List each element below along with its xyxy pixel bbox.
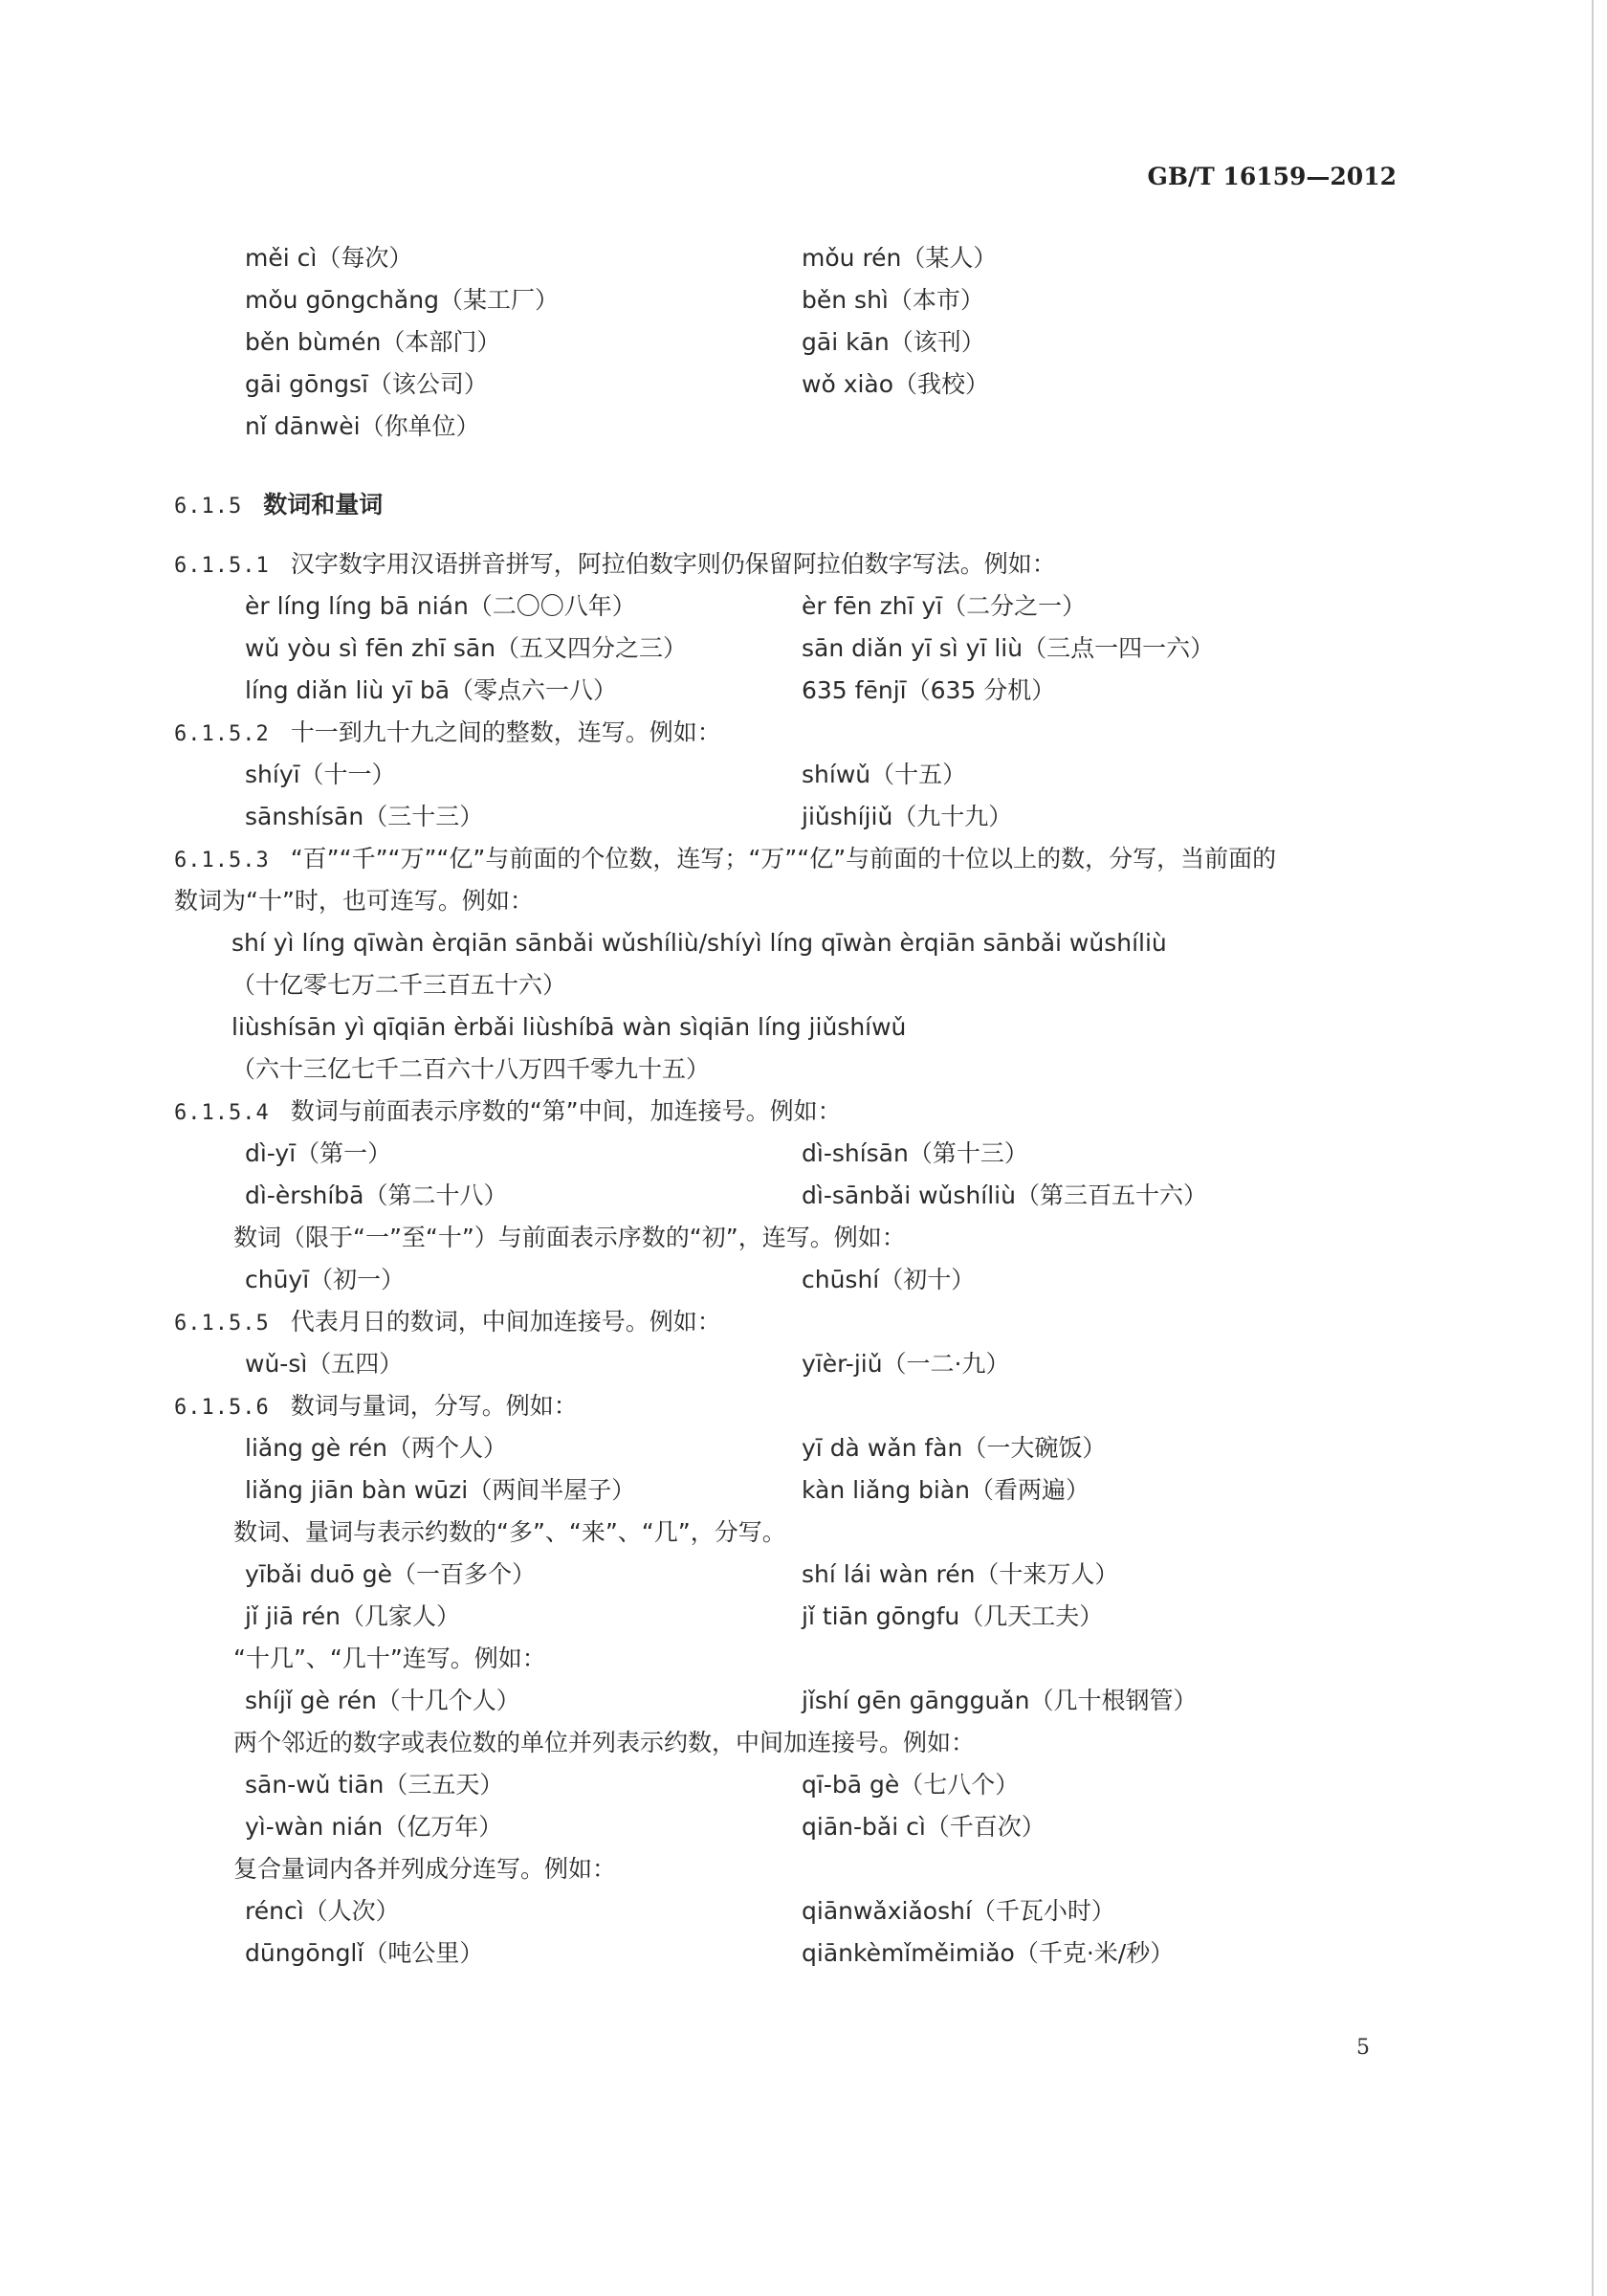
clause-note: 复合量词内各并列成分连写。例如： <box>233 1855 617 1883</box>
example-row: sān-wǔ tiān（三五天） qī-bā gè（七八个） <box>245 1771 1020 1799</box>
example-row: wǔ-sì（五四） yīèr-jiǔ（一二·九） <box>245 1350 1010 1378</box>
example-row: shíyī（十一） shíwǔ（十五） <box>245 761 967 788</box>
example-row: měi cì（每次） mǒu rén（某人） <box>245 244 998 272</box>
example-row: nǐ dānwèi（你单位） <box>245 412 480 440</box>
example-row: yì-wàn nián（亿万年） qiān-bǎi cì（千百次） <box>245 1813 1046 1841</box>
clause-note: 数词（限于“一”至“十”）与前面表示序数的“初”，连写。例如： <box>233 1224 906 1251</box>
example-line: shí yì líng qīwàn èrqiān sānbǎi wǔshíliù/shíyì líng qīwàn èrqiān sānbǎi wǔshíliù <box>231 929 1167 957</box>
example-line: （十亿零七万二千三百五十六） <box>231 971 567 999</box>
clause-6-1-5-5: 6.1.5.5 代表月日的数词，中间加连接号。例如： <box>174 1308 721 1336</box>
example-row: běn bùmén（本部门） gāi kān（该刊） <box>245 328 985 356</box>
standard-number: GB/T 16159—2012 <box>1147 163 1397 190</box>
clause-note: 两个邻近的数字或表位数的单位并列表示约数，中间加连接号。例如： <box>233 1729 976 1756</box>
example-row: gāi gōngsī（该公司） wǒ xiào（我校） <box>245 370 990 398</box>
example-row: yībǎi duō gè（一百多个） shí lái wàn rén（十来万人） <box>245 1560 1119 1588</box>
example-row: dūngōnglǐ（吨公里） qiānkèmǐměimiǎo（千克·米/秒） <box>245 1939 1175 1967</box>
example-row: liǎng jiān bàn wūzi（两间半屋子） kàn liǎng biàn（看两遍） <box>245 1476 1090 1504</box>
example-row: dì-èrshíbā（第二十八） dì-sānbǎi wǔshíliù（第三百五十六） <box>245 1181 1207 1209</box>
clause-6-1-5-4: 6.1.5.4 数词与前面表示序数的“第”中间，加连接号。例如： <box>174 1097 842 1125</box>
section-heading-6-1-5: 6.1.5 数词和量词 <box>174 491 384 519</box>
example-row: mǒu gōngchǎng（某工厂） běn shì（本市） <box>245 286 984 314</box>
example-row: sānshísān（三十三） jiǔshíjiǔ（九十九） <box>245 803 1013 830</box>
example-row: liǎng gè rén（两个人） yī dà wǎn fàn（一大碗饭） <box>245 1434 1107 1462</box>
example-line: （六十三亿七千二百六十八万四千零九十五） <box>231 1055 711 1083</box>
example-row: dì-yī（第一） dì-shísān（第十三） <box>245 1139 1028 1167</box>
page-content <box>174 237 1408 1975</box>
example-row: shíjǐ gè rén（十几个人） jǐshí gēn gāngguǎn（几十根钢管） <box>245 1687 1198 1714</box>
clause-6-1-5-2: 6.1.5.2 十一到九十九之间的整数，连写。例如： <box>174 718 721 746</box>
example-line: liùshísān yì qīqiān èrbǎi liùshíbā wàn sìqiān líng jiǔshíwǔ <box>231 1013 907 1041</box>
example-row: líng diǎn liù yī bā（零点六一八） 635 fēnjī（635 分机） <box>245 676 1056 704</box>
clause-6-1-5-3: 6.1.5.3 “百”“千”“万”“亿”与前面的个位数，连写；“万”“亿”与前面的十位以上的数，分写，当前面的 <box>174 845 1277 872</box>
example-row: jǐ jiā rén（几家人） jǐ tiān gōngfu（几天工夫） <box>245 1602 1104 1630</box>
page-edge <box>1592 0 1594 2296</box>
example-row: chūyī（初一） chūshí（初十） <box>245 1266 976 1293</box>
clause-6-1-5-1: 6.1.5.1 汉字数字用汉语拼音拼写，阿拉伯数字则仍保留阿拉伯数字写法。例如： <box>174 550 1056 578</box>
clause-6-1-5-6: 6.1.5.6 数词与量词，分写。例如： <box>174 1392 578 1420</box>
example-row: wǔ yòu sì fēn zhī sān（五又四分之三） sān diǎn yī sì yī liù（三点一四一六） <box>245 634 1215 662</box>
clause-note: “十几”、“几十”连写。例如： <box>233 1645 546 1672</box>
example-row: réncì（人次） qiānwǎxiǎoshí（千瓦小时） <box>245 1897 1115 1925</box>
example-row: èr líng líng bā nián（二〇〇八年） èr fēn zhī yī（二分之一） <box>245 592 1087 620</box>
clause-continuation: 数词为“十”时，也可连写。例如： <box>174 887 534 915</box>
page-number: 5 <box>1356 2036 1370 2060</box>
clause-note: 数词、量词与表示约数的“多”、“来”、“几”，分写。 <box>233 1518 786 1546</box>
